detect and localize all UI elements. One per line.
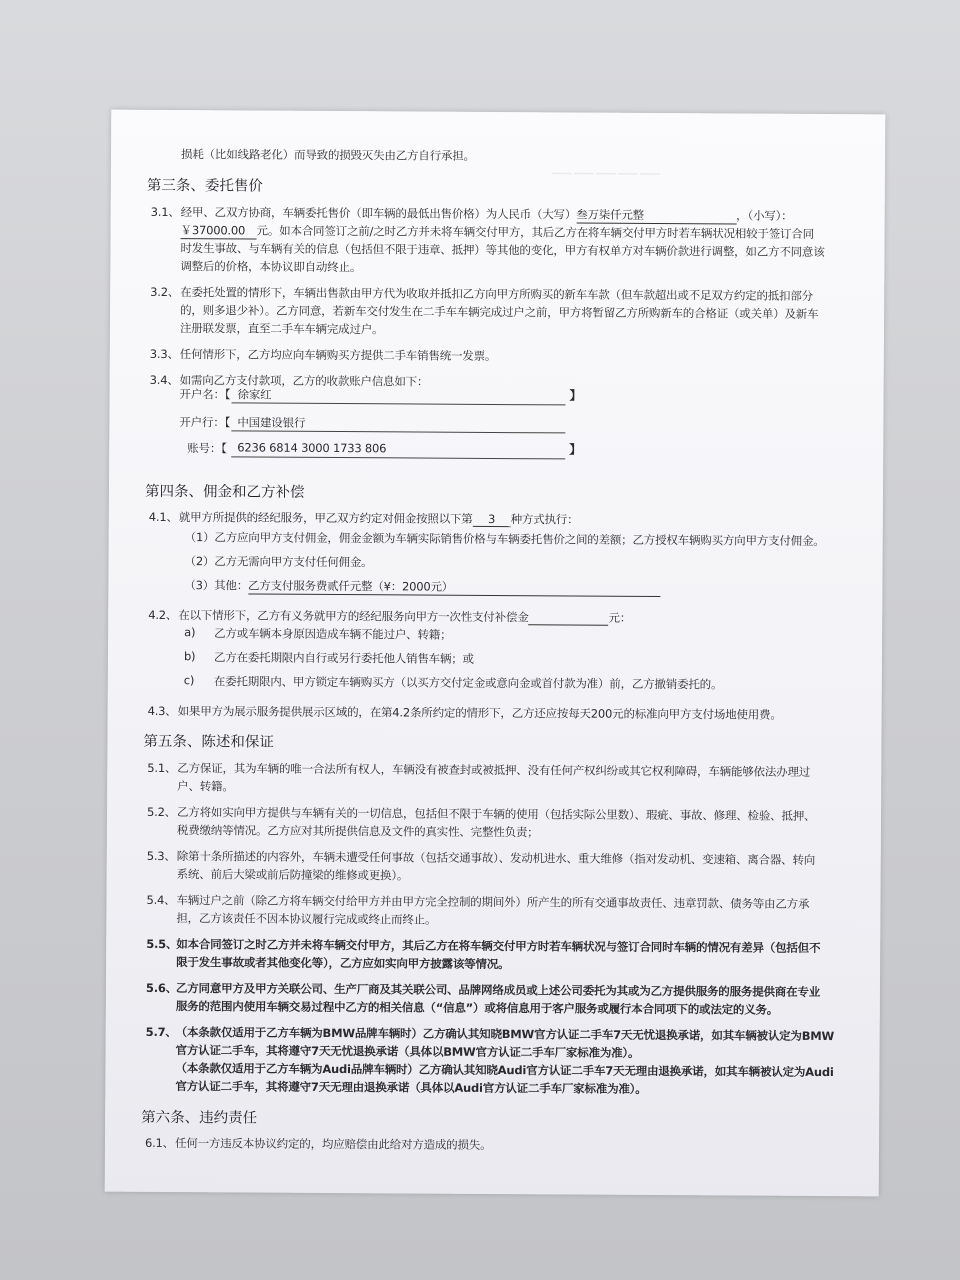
commission-mode-field [473, 512, 511, 527]
commission-mode-value: 3 [488, 511, 496, 526]
clause-3-1-text-b: ，（小写）： [736, 208, 793, 223]
commission-other-value: 乙方支付服务费贰仟元整（¥：2000元） [247, 578, 454, 594]
clause-3-2-line2: 的，则多退少补）。乙方同意，若新车交付发生在二手车车辆完成过户之前，甲方将暂留乙方所购新车的合格证（或关单）及新车 [180, 303, 819, 321]
account-name-close: 】 [569, 388, 582, 403]
bank-value: 中国建设银行 [237, 415, 306, 430]
clause-3-1-line4: 调整后的价格，本协议即自动终止。 [180, 259, 362, 275]
clause-4-3-line1: 如果甲方为展示服务提供展示区域的，在第4.2条所约定的情形下，乙方还应按每天200元的标准向甲方支付场地使用费。 [177, 704, 782, 722]
clause-4-1-text-b: 种方式执行： [510, 512, 579, 527]
account-name-value: 徐家红 [237, 387, 272, 402]
clause-5-1-line1: 乙方保证，其为车辆的唯一合法所有权人，车辆没有被查封或被抵押、没有任何产权纠纷或其它权利障碍，车辆能够依法办理过 [177, 761, 811, 779]
price-upper-field [576, 206, 736, 224]
clause-5-3-line1: 除第十条所描述的内容外，车辆未遭受任何事故（包括交通事故）、发动机进水、重大维修（指对发动机、变速箱、离合器、转向 [176, 849, 816, 867]
clause-5-3-line2: 系统、前后大梁或前后防撞梁的维修或更换）。 [176, 867, 409, 883]
clause-3-1-text-a: 经甲、乙双方协商，车辆委托售价（即车辆的最低出售价格）为人民币（大写） [180, 205, 577, 222]
clause-3-4-num: 3.4、 [149, 372, 179, 388]
clause-5-5-line2: 限于发生事故或者其他变化等），乙方应如实向甲方披露该等情况。 [176, 955, 510, 972]
clause-3-1-text-c: 元。如本合同签订之前/之时乙方并未将车辆交付甲方，其后乙方在将车辆交付甲方时若车辆状况相较于签订合同 [256, 223, 814, 241]
account-name-line [232, 402, 566, 405]
bank-line [231, 430, 565, 433]
case-c-text: 在委托期限内、甲方锁定车辆购买方（以买方交付定金或意向金或首付款为准）前，乙方撤销委托的。 [213, 674, 723, 692]
clause-5-6-line2: 服务的范围内使用车辆交易过程中乙方的相关信息（“信息”）或将信息用于客户服务或履行本合同项下的或法定的义务。 [175, 999, 779, 1017]
clause-5-2-num: 5.2、 [146, 804, 177, 820]
account-number-line [231, 456, 565, 459]
clause-3-1-line3: 时发生事故、与车辆有关的信息（包括但不限于违章、抵押）等其他的变化，甲方有权单方对车辆价款进行调整，如乙方不同意该 [180, 241, 825, 260]
clause-4-1-line1 [179, 509, 579, 527]
clause-5-7-num: 5.7、 [145, 1024, 177, 1040]
clause-4-3-num: 4.3、 [147, 703, 177, 719]
case-a-text: 乙方或车辆本身原因造成车辆不能过户、转籍； [214, 626, 452, 642]
clause-6-1-line1: 任何一方违反本协议约定的，均应赔偿由此给对方造成的损失。 [174, 1136, 492, 1152]
clause-3-4-line1: 如需向乙方支付款项，乙方的收款账户信息如下： [179, 373, 429, 389]
clause-3-2-line1: 在委托处置的情形下，车辆出售款由甲方代为收取并抵扣乙方向甲方所购买的新车车款（但车款超出或不足双方约定的抵扣部分 [180, 285, 814, 303]
bleed-through-text: ————— [550, 160, 662, 187]
clause-5-1-num: 5.1、 [147, 760, 177, 776]
clause-5-5-line1: 如本合同签订之时乙方并未将车辆交付甲方，其后乙方在将车辆交付甲方时若车辆状况与签订合同时车辆的情况有差异（包括但不 [176, 937, 821, 955]
compensation-amount-field [528, 610, 608, 625]
clause-5-4-num: 5.4、 [146, 892, 176, 908]
bank-label: 开户行：【 [179, 415, 231, 430]
carryover-text: 损耗（比如线路老化）而导致的损毁灭失由乙方自行承担。 [180, 147, 475, 163]
clause-3-2-line3: 注册联发票，直至二手车车辆完成过户。 [179, 321, 384, 337]
clause-3-3-num: 3.3、 [149, 346, 179, 362]
case-b-key: b) [183, 649, 196, 664]
commission-option-1: （1）乙方应向甲方支付佣金，佣金金额为车辆实际销售价格与车辆委托售价之间的差额；乙方授权车辆购买方向甲方支付佣金。 [184, 530, 825, 549]
clause-3-3-line1: 任何情形下，乙方均应向车辆购买方提供二手车销售统一发票。 [179, 347, 497, 364]
clause-5-2-line1: 乙方将如实向甲方提供与车辆有关的一切信息，包括但不限于车辆的使用（包括实际公里数）、瑕疵、事故、修理、检验、抵押、 [176, 805, 816, 823]
account-number-label: 账号：【 [187, 441, 227, 456]
clause-5-2-line2: 税费缴纳等情况。乙方应对其所提供信息及文件的真实性、完整性负责； [176, 823, 539, 840]
clause-5-7-line1: （本条款仅适用于乙方车辆为BMW品牌车辆时）乙方确认其知晓BMW官方认证二手车7天无忧退换承诺，如其车辆被认定为BMW [175, 1025, 835, 1044]
contract-page [105, 110, 886, 1197]
clause-5-5-num: 5.5、 [146, 936, 178, 952]
clause-5-6-num: 5.6、 [145, 980, 178, 996]
clause-3-2-num: 3.2、 [150, 284, 180, 300]
clause-3-1-num: 3.1、 [150, 204, 180, 220]
clause-5-7-line3: （本条款仅适用于乙方车辆为Audi品牌车辆时）乙方确认其知晓Audi官方认证二手车7天无理由退换承诺，如其车辆被认定为Audi [175, 1061, 834, 1080]
clause-5-3-num: 5.3、 [146, 848, 176, 864]
clause-5-1-line2: 户、转籍。 [177, 779, 234, 794]
case-b-text: 乙方在委托期限内自行或另行委托他人销售车辆；或 [213, 650, 474, 666]
page-content [141, 140, 847, 1152]
clause-4-1-num: 4.1、 [148, 509, 178, 525]
price-upper-value: 叁万柒仟元整 [576, 207, 645, 222]
clause-4-2-line1 [178, 607, 631, 626]
clause-6-1-num: 6.1、 [144, 1135, 175, 1151]
commission-option-3 [184, 577, 660, 597]
price-lower-value: ￥37000.00 [180, 223, 246, 238]
account-name-label: 开户名：【 [179, 387, 231, 402]
commission-option-3-label: （3）其他： [184, 578, 249, 593]
case-c-key: c) [183, 673, 195, 688]
clause-5-7-line4: 官方认证二手车，其将遵守7天无理由退换承诺（具体以Audi官方认证二手车厂家标准为准）。 [175, 1079, 647, 1096]
commission-other-field [248, 577, 660, 597]
price-lower-field [181, 222, 257, 239]
clause-4-1-text-a: 就甲方所提供的经纪服务，甲乙双方约定对佣金按照以下第 [178, 510, 473, 526]
account-number-close: 】 [569, 442, 582, 457]
clause-4-2-text-b: 元： [608, 610, 632, 625]
account-number-value: 6236 6814 3000 1733 806 [237, 440, 387, 456]
clause-5-4-line1: 车辆过户之前（除乙方将车辆交付给甲方并由甲方完全控制的期间外）所产生的所有交通事故责任、违章罚款、债务等由乙方承 [176, 893, 810, 911]
article-3-heading: 第三条、委托售价 [146, 177, 263, 195]
case-a-key: a) [184, 625, 196, 640]
clause-4-2-num: 4.2、 [148, 607, 178, 623]
article-6-heading: 第六条、违约责任 [141, 1109, 258, 1127]
clause-4-2-text-a: 在以下情形下，乙方有义务就甲方的经纪服务向甲方一次性支付补偿金 [178, 608, 529, 625]
clause-5-7-line2: 官方认证二手车，其将遵守7天无忧退换承诺（具体以BMW官方认证二手车厂家标准为准）。 [175, 1043, 640, 1060]
article-4-heading: 第四条、佣金和乙方补偿 [144, 483, 305, 501]
clause-5-4-line2: 担，乙方该责任不因本协议履行完成或终止而终止。 [176, 911, 437, 927]
article-5-heading: 第五条、陈述和保证 [143, 733, 274, 751]
clause-5-6-line1: 乙方同意甲方及甲方关联公司、生产厂商及其关联公司、品牌网络成员或上述公司委托为其或为乙方提供服务的服务提供商在专业 [175, 981, 821, 999]
commission-option-2: （2）乙方无需向甲方支付任何佣金。 [184, 554, 373, 570]
